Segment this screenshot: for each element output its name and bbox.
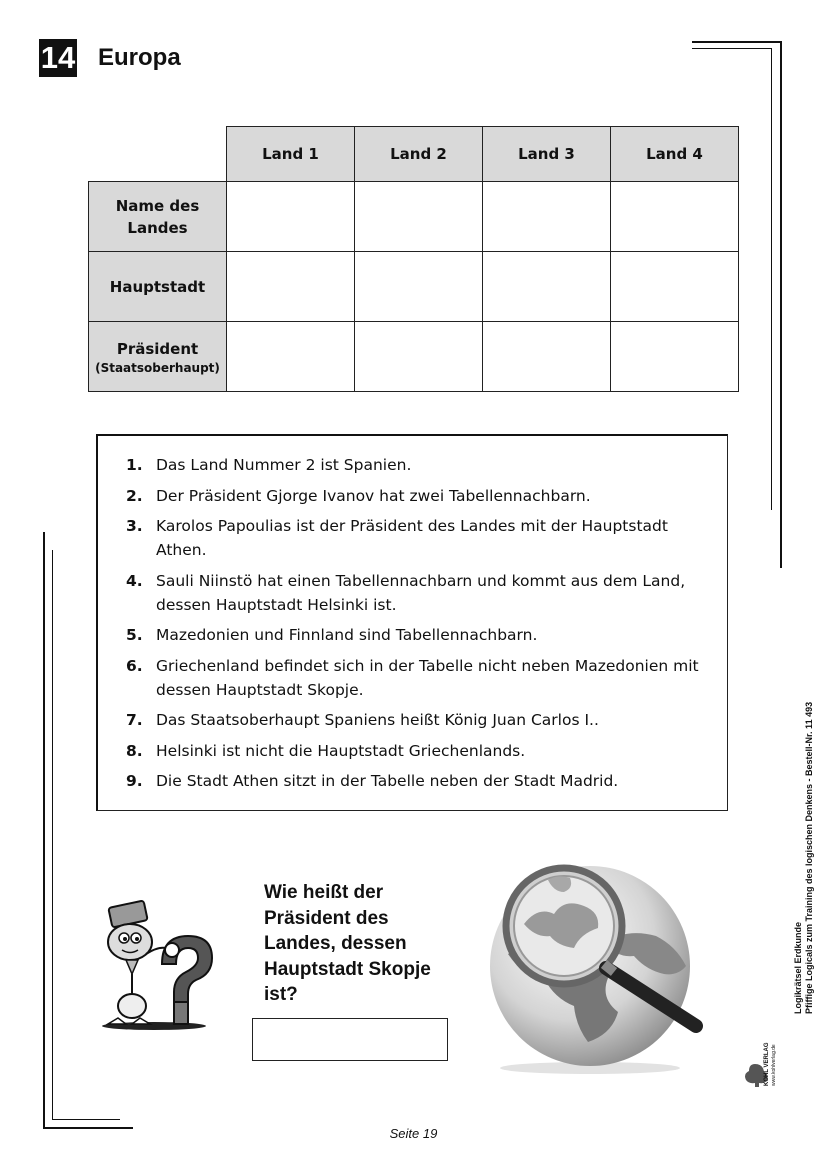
grid-cell[interactable] bbox=[483, 322, 611, 392]
grid-cell[interactable] bbox=[611, 252, 739, 322]
clue-number: 3. bbox=[126, 517, 143, 535]
clue-item bbox=[126, 453, 717, 477]
clue-number: 5. bbox=[126, 626, 143, 644]
grid-column-header: Land 3 bbox=[483, 127, 611, 182]
page-title: Europa bbox=[98, 44, 181, 71]
publisher-url: www.kohlverlag.de bbox=[771, 1044, 777, 1086]
frame-line-bottom-left-v2 bbox=[52, 550, 53, 1120]
row-label: Präsident bbox=[116, 339, 199, 358]
clue-item bbox=[126, 708, 717, 732]
grid-cell[interactable] bbox=[227, 322, 355, 392]
frame-line-top-right-h2 bbox=[692, 48, 772, 49]
frame-line-bottom-left-h2 bbox=[52, 1119, 120, 1120]
grid-cell[interactable] bbox=[227, 252, 355, 322]
grid-cell[interactable] bbox=[483, 182, 611, 252]
grid-cell[interactable] bbox=[355, 182, 483, 252]
clue-text: Mazedonien und Finnland sind Tabellennachbarn. bbox=[156, 626, 538, 644]
grid-row-capital bbox=[89, 252, 739, 322]
grid-cell[interactable] bbox=[355, 252, 483, 322]
clue-item bbox=[126, 569, 717, 617]
clue-number: 8. bbox=[126, 741, 143, 760]
grid-column-header: Land 4 bbox=[611, 127, 739, 182]
grid-row-header bbox=[89, 182, 227, 252]
row-sublabel: (Staatsoberhaupt) bbox=[95, 360, 220, 375]
grid-cell[interactable] bbox=[611, 182, 739, 252]
grid-row-president bbox=[89, 322, 739, 392]
grid-cell[interactable] bbox=[355, 322, 483, 392]
clue-box bbox=[96, 434, 728, 811]
grid-column-header: Land 2 bbox=[355, 127, 483, 182]
clue-number: 4. bbox=[126, 571, 143, 590]
answer-field[interactable] bbox=[252, 1018, 448, 1061]
grid-row-name bbox=[89, 182, 739, 252]
clue-text: Der Präsident Gjorge Ivanov hat zwei Tabellennachbarn. bbox=[156, 486, 591, 505]
exercise-number: 14 bbox=[40, 40, 76, 75]
row-label: Name des Landes bbox=[115, 196, 200, 237]
grid-cell[interactable] bbox=[611, 322, 739, 392]
clue-item bbox=[126, 739, 717, 763]
grid-cell[interactable] bbox=[483, 252, 611, 322]
clue-text: Karolos Papoulias ist der Präsident des Landes mit der Hauptstadt Athen. bbox=[156, 517, 668, 559]
clue-number: 2. bbox=[126, 486, 143, 505]
clue-number: 9. bbox=[126, 772, 143, 790]
clue-item bbox=[126, 769, 717, 793]
clue-text: Griechenland befindet sich in der Tabelle nicht neben Mazedonien mit dessen Hauptstadt Skopje. bbox=[156, 656, 699, 699]
publisher-name: KOHL VERLAG bbox=[764, 1042, 770, 1086]
grid-header-row bbox=[89, 127, 739, 182]
clue-number: 7. bbox=[126, 711, 143, 729]
side-subtitle: Pfiffige Logicals zum Training des logischen Denkens - Bestell-Nr. 11 493 bbox=[804, 701, 814, 1014]
globe-with-magnifier-icon bbox=[486, 846, 714, 1076]
page-number: Seite 19 bbox=[389, 1126, 438, 1141]
thinking-pencil-character-icon bbox=[96, 894, 216, 1034]
clue-number: 1. bbox=[126, 456, 143, 474]
logic-grid bbox=[88, 126, 739, 392]
frame-line-top-right-v1 bbox=[780, 41, 782, 568]
clue-item bbox=[126, 514, 717, 562]
grid-row-header bbox=[89, 322, 227, 392]
grid-corner bbox=[89, 127, 227, 182]
clue-text: Das Land Nummer 2 ist Spanien. bbox=[156, 456, 412, 474]
side-publisher-text bbox=[793, 702, 815, 1014]
clue-text: Sauli Niinstö hat einen Tabellennachbarn und kommt aus dem Land, dessen Hauptstadt Helsinki ist. bbox=[156, 571, 686, 614]
clue-text: Die Stadt Athen sitzt in der Tabelle neben der Stadt Madrid. bbox=[156, 772, 619, 790]
clue-text: Helsinki ist nicht die Hauptstadt Griechenlands. bbox=[156, 741, 526, 760]
question-text: Wie heißt der Präsident des Landes, dessen Hauptstadt Skopje ist? bbox=[264, 882, 431, 1005]
clue-item bbox=[126, 654, 717, 702]
frame-line-top-right-v2 bbox=[771, 48, 772, 510]
clue-text: Das Staatsoberhaupt Spaniens heißt König Juan Carlos I.. bbox=[156, 711, 599, 729]
grid-cell[interactable] bbox=[227, 182, 355, 252]
frame-line-bottom-left-v1 bbox=[43, 532, 45, 1129]
publisher-logo bbox=[741, 1020, 777, 1088]
frame-line-top-right-h1 bbox=[692, 41, 782, 43]
clue-item bbox=[126, 623, 717, 647]
clue-list bbox=[126, 453, 717, 800]
clue-number: 6. bbox=[126, 656, 143, 675]
clue-item bbox=[126, 484, 717, 508]
side-title: Logikrätsel Erdkunde bbox=[793, 921, 803, 1014]
grid-column-header: Land 1 bbox=[227, 127, 355, 182]
grid-row-header bbox=[89, 252, 227, 322]
row-label: Hauptstadt bbox=[109, 277, 206, 296]
